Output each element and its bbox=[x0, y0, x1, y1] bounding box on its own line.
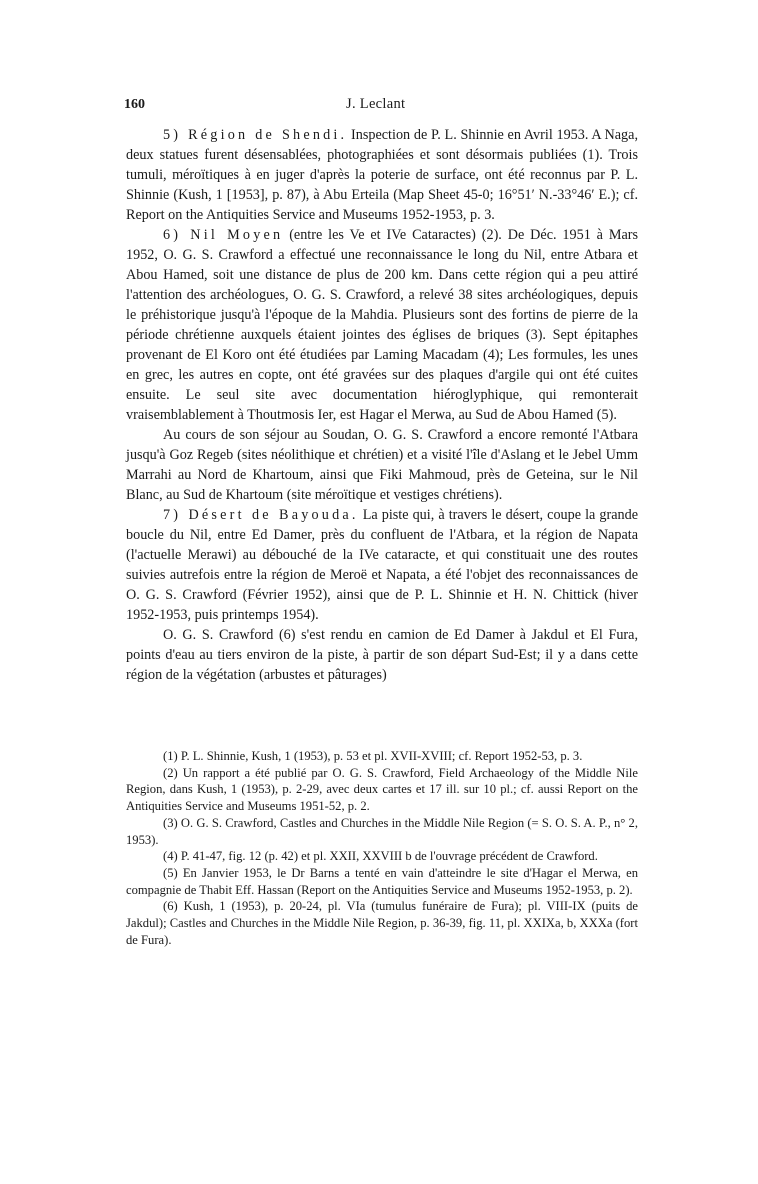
footnote: (3) O. G. S. Crawford, Castles and Churches in the Middle Nile Region (= S. O. S. A. P., n° 2, 1953). bbox=[126, 815, 638, 847]
footnote: (5) En Janvier 1953, le Dr Barns a tenté en vain d'atteindre le site d'Hagar el Merwa, en compagnie de Thabit Eff. Hassan (Report on the Antiquities Service and Museums 1952-1953, p. 2). bbox=[126, 865, 638, 897]
paragraph bbox=[126, 225, 638, 425]
section-heading: 6) Nil Moyen bbox=[163, 227, 284, 243]
footnote: (1) P. L. Shinnie, Kush, 1 (1953), p. 53 et pl. XVII-XVIII; cf. Report 1952-53, p. 3. bbox=[163, 749, 583, 763]
paragraph-text: Au cours de son séjour au Soudan, O. G. S. Crawford a encore remonté l'Atbara jusqu'à Goz Regeb (sites néolithique et chrétien) et a visité l'île d'Aslang et le Jebel Umm Marrahi au Nord de Khartoum, ainsi que Fiki Mahmoud, près de Geteina, sur le Nil Blanc, au Sud de Khartoum (site méroïtique et vestiges chrétiens). bbox=[126, 427, 638, 503]
footnote: (6) Kush, 1 (1953), p. 20-24, pl. VIa (tumulus funéraire de Fura); pl. VIII-IX (puits de Jakdul); Castles and Churches in the Middle Nile Region, p. 36-39, fig. 11, pl. XXIXa, b, XXXa (fort de Fura). bbox=[126, 899, 638, 947]
section-heading: 7) Désert de Bayouda. bbox=[163, 507, 359, 523]
footnotes bbox=[126, 748, 638, 948]
page-number: 160 bbox=[124, 97, 145, 112]
section-heading: 5) Région de Shendi. bbox=[163, 127, 348, 143]
paragraph bbox=[126, 125, 638, 225]
paragraph-text: La piste qui, à travers le désert, coupe la grande boucle du Nil, entre Ed Damer, près du confluent de l'Atbara, et la région de Napata (l'actuelle Merawi) au débouché de la IVe cataracte, et qui constituait une des routes suivies autrefois entre la région de Meroë et Napata, a été l'objet des reconnaissances de O. G. S. Crawford (Février 1952), ainsi que de P. L. Shinnie et H. N. Chittick (hiver 1952-1953, puis printemps 1954). bbox=[126, 507, 638, 623]
paragraph-text: Inspection de P. L. Shinnie en Avril 1953. A Naga, deux statues furent désensablées, photographiées et sont désormais publiées (1). Trois tumuli, méroïtiques à en juger d'après la poterie de surface, ont été reconnus par P. L. Shinnie (Kush, 1 [1953], p. 87), à Abu Erteila (Map Sheet 45-0; 16°51′ N.-33°46′ E.); cf. Report on the Antiquities Service and Museums 1952-1953, p. 3. bbox=[126, 127, 638, 223]
footnote: (2) Un rapport a été publié par O. G. S. Crawford, Field Archaeology of the Middle Nile Region, dans Kush, 1 (1953), p. 2-29, avec deux cartes et 17 ill. sur 10 pl.; cf. aussi Report on the Antiquities Service and Museums 1951-52, p. 2. bbox=[126, 765, 638, 814]
footnote: (4) P. 41-47, fig. 12 (p. 42) et pl. XXII, XXVIII b de l'ouvrage précédent de Crawford. bbox=[163, 849, 598, 864]
body-text bbox=[126, 125, 638, 685]
paragraph-text: O. G. S. Crawford (6) s'est rendu en camion de Ed Damer à Jakdul et El Fura, points d'eau au tiers environ de la piste, à partir de son départ Sud-Est; il y a dans cette région de la végétation (arbustes et pâturages) bbox=[126, 627, 638, 683]
paragraph bbox=[126, 425, 638, 505]
paragraph bbox=[126, 505, 638, 625]
paragraph-text: (entre les Ve et IVe Cataractes) (2). De Déc. 1951 à Mars 1952, O. G. S. Crawford a effectué une reconnaissance le long du Nil, entre Atbara et Abou Hamed, soit une distance de plus de 200 km. Dans cette région qui a peu attiré l'attention des archéologues, O. G. S. Crawford, a relevé 38 sites archéologiques, depuis le préhistorique jusqu'à l'époque de la Mahdia. Plusieurs sont des fortins de pierre de la période chrétienne auxquels étaient jointes des églises de briques (3). Sept épitaphes provenant de El Koro ont été étudiées par Laming Macadam (4); Les formules, les unes en grec, les autres en copte, ont été gravées sur des plaques d'argile qui ont été cuites ensuite. Le seul site avec documentation hiéroglyphique, qui remonterait vraisemblablement à Thoutmosis Ier, est Hagar el Merwa, au Sud de Abou Hamed (5). bbox=[126, 227, 639, 423]
paragraph bbox=[126, 625, 638, 685]
running-title: J. Leclant bbox=[346, 96, 406, 112]
